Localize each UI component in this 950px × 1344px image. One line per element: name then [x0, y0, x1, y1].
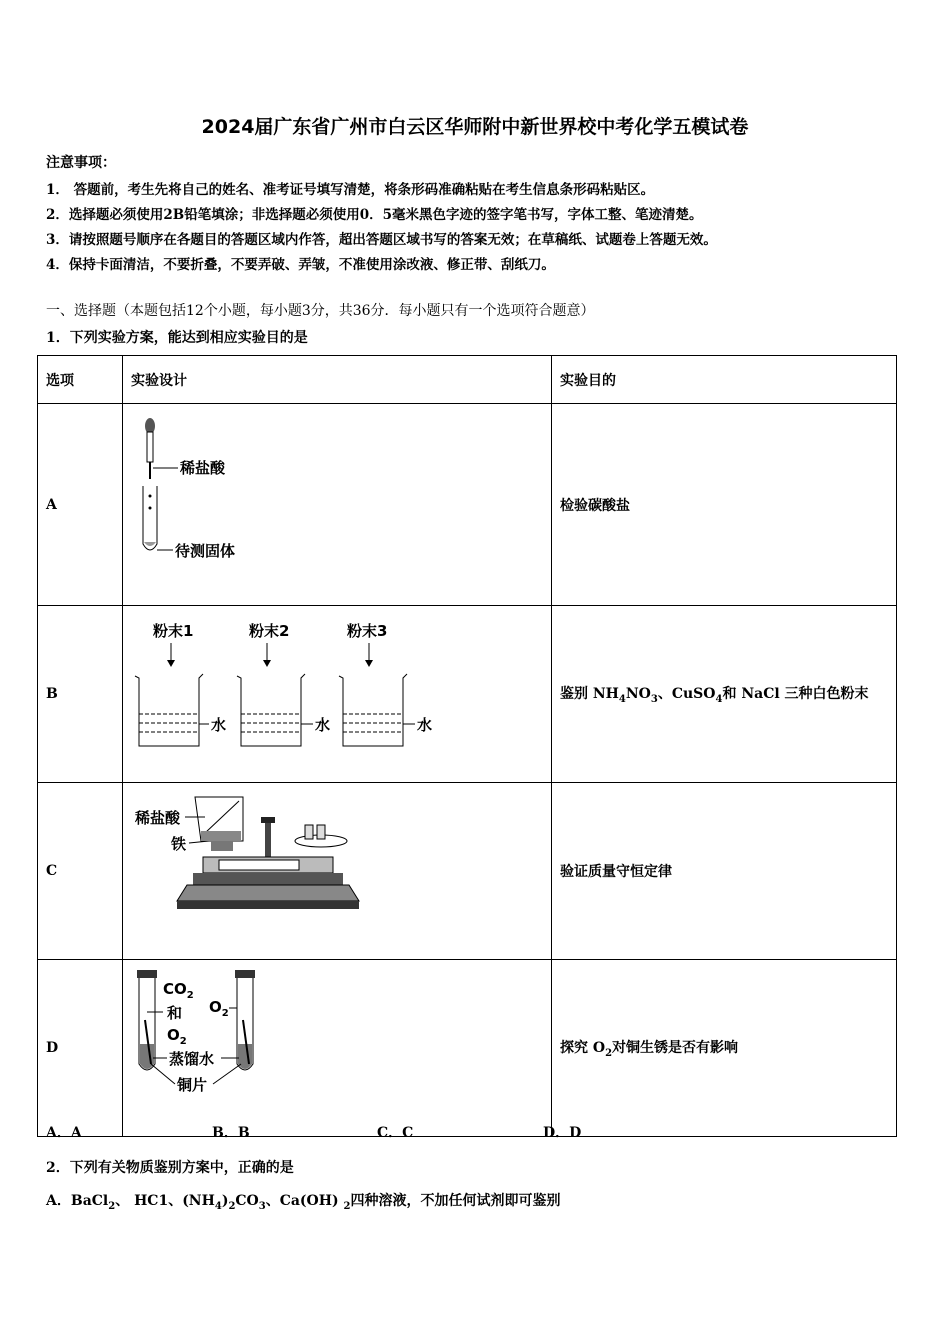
notice-heading: 注意事项：	[46, 155, 116, 171]
purpose-text: 和 NaCl 三种白色粉末	[722, 686, 869, 703]
notice-item: 1． 答题前，考生先将自己的姓名、准考证号填写清楚，将条形码准确粘贴在考生信息条形码粘贴区。	[46, 182, 655, 198]
label-co2: $CO_2$	[163, 980, 194, 1001]
row-design	[123, 783, 552, 960]
copper-rust-diagram	[123, 960, 551, 1132]
notice-item: 4．保持卡面清洁，不要折叠，不要弄破、弄皱，不准使用涂改液、修正带、刮纸刀。	[46, 257, 555, 273]
row-design	[123, 960, 552, 1137]
question-2-stem: 2．下列有关物质鉴别方案中，正确的是	[46, 1160, 294, 1176]
label-dilute-hcl: 稀盐酸	[135, 809, 181, 827]
subscript: 4	[618, 693, 626, 705]
option-text: CO	[235, 1193, 259, 1209]
header-option: 选项	[38, 356, 123, 404]
subscript: 4	[715, 693, 723, 705]
experiment-table	[37, 355, 897, 1137]
option-text: 、 HC1、(NH	[115, 1193, 215, 1209]
table-header-row	[38, 356, 897, 404]
subscript: 3	[258, 1200, 266, 1212]
purpose-text: NO	[625, 686, 651, 703]
row-design	[123, 404, 552, 606]
beaker-2	[237, 622, 330, 746]
option-text: 、Ca(OH)	[265, 1193, 344, 1209]
option-text: 四种溶液，不加任何试剂即可鉴别	[350, 1193, 561, 1209]
row-option: B	[38, 606, 123, 783]
subscript: 2	[343, 1200, 351, 1212]
label-dilute-hcl: 稀盐酸	[180, 459, 226, 477]
table-row	[38, 606, 897, 783]
row-purpose: 验证质量守恒定律	[552, 783, 897, 960]
subscript: 4	[214, 1200, 222, 1212]
subscript: 2	[108, 1200, 116, 1212]
label-iron: 铁	[171, 835, 187, 853]
option-text: )	[221, 1193, 229, 1209]
header-purpose: 实验目的	[552, 356, 897, 404]
notice-item: 2．选择题必须使用2B铅笔填涂；非选择题必须使用0．5毫米黑色字迹的签字笔书写，字体工整、笔迹清楚。	[46, 207, 703, 223]
purpose-text: 、CuSO	[657, 686, 716, 703]
row-option: C	[38, 783, 123, 960]
subscript: 3	[650, 693, 658, 705]
dropper-test-tube-diagram	[123, 404, 551, 601]
option-text: A．BaCl	[46, 1193, 109, 1209]
label-and: 和	[167, 1004, 183, 1022]
label-copper: 铜片	[177, 1076, 208, 1094]
choice-a[interactable]: A．A	[46, 1125, 82, 1141]
row-option: A	[38, 404, 123, 606]
table-row	[38, 404, 897, 606]
label-powder-2: 粉末2	[249, 622, 290, 640]
header-design: 实验设计	[123, 356, 552, 404]
table-row	[38, 783, 897, 960]
beaker-1	[135, 622, 226, 746]
purpose-text: 探究 O	[560, 1040, 606, 1057]
label-o2-right: $O_2$	[209, 998, 229, 1019]
question-1-stem: 1．下列实验方案，能达到相应实验目的是	[46, 330, 308, 346]
purpose-text: 对铜生锈是否有影响	[612, 1040, 739, 1057]
label-water: 水	[417, 716, 433, 734]
choice-c[interactable]: C．C	[377, 1125, 414, 1141]
row-option: D	[38, 960, 123, 1137]
beaker-3	[339, 622, 432, 746]
label-o2: $O_2$	[167, 1026, 187, 1047]
purpose-text: 鉴别 NH	[560, 686, 619, 703]
subscript: 2	[228, 1200, 236, 1212]
notice-item: 3．请按照题号顺序在各题目的答题区域内作答，超出答题区域书写的答案无效；在草稿纸、试题卷上答题无效。	[46, 232, 717, 248]
label-water: 水	[315, 716, 331, 734]
row-purpose	[552, 960, 897, 1137]
question-2-option-a[interactable]	[46, 1190, 560, 1212]
label-water: 水	[211, 716, 227, 734]
section-title: 一、选择题（本题包括12个小题，每小题3分，共36分．每小题只有一个选项符合题意）	[46, 303, 595, 319]
row-purpose: 检验碳酸盐	[552, 404, 897, 606]
beakers-diagram	[123, 606, 551, 778]
choice-b[interactable]: B．B	[212, 1125, 250, 1141]
label-test-solid: 待测固体	[175, 542, 236, 560]
table-row	[38, 960, 897, 1137]
choice-d[interactable]: D．D	[543, 1125, 582, 1141]
row-purpose	[552, 606, 897, 783]
label-powder-1: 粉末1	[153, 622, 194, 640]
row-design	[123, 606, 552, 783]
page-title: 2024届广东省广州市白云区华师附中新世界校中考化学五模试卷	[201, 116, 749, 138]
subscript: 2	[605, 1047, 613, 1059]
balance-diagram	[123, 783, 551, 955]
label-powder-3: 粉末3	[347, 622, 388, 640]
label-distilled-water: 蒸馏水	[169, 1050, 215, 1068]
